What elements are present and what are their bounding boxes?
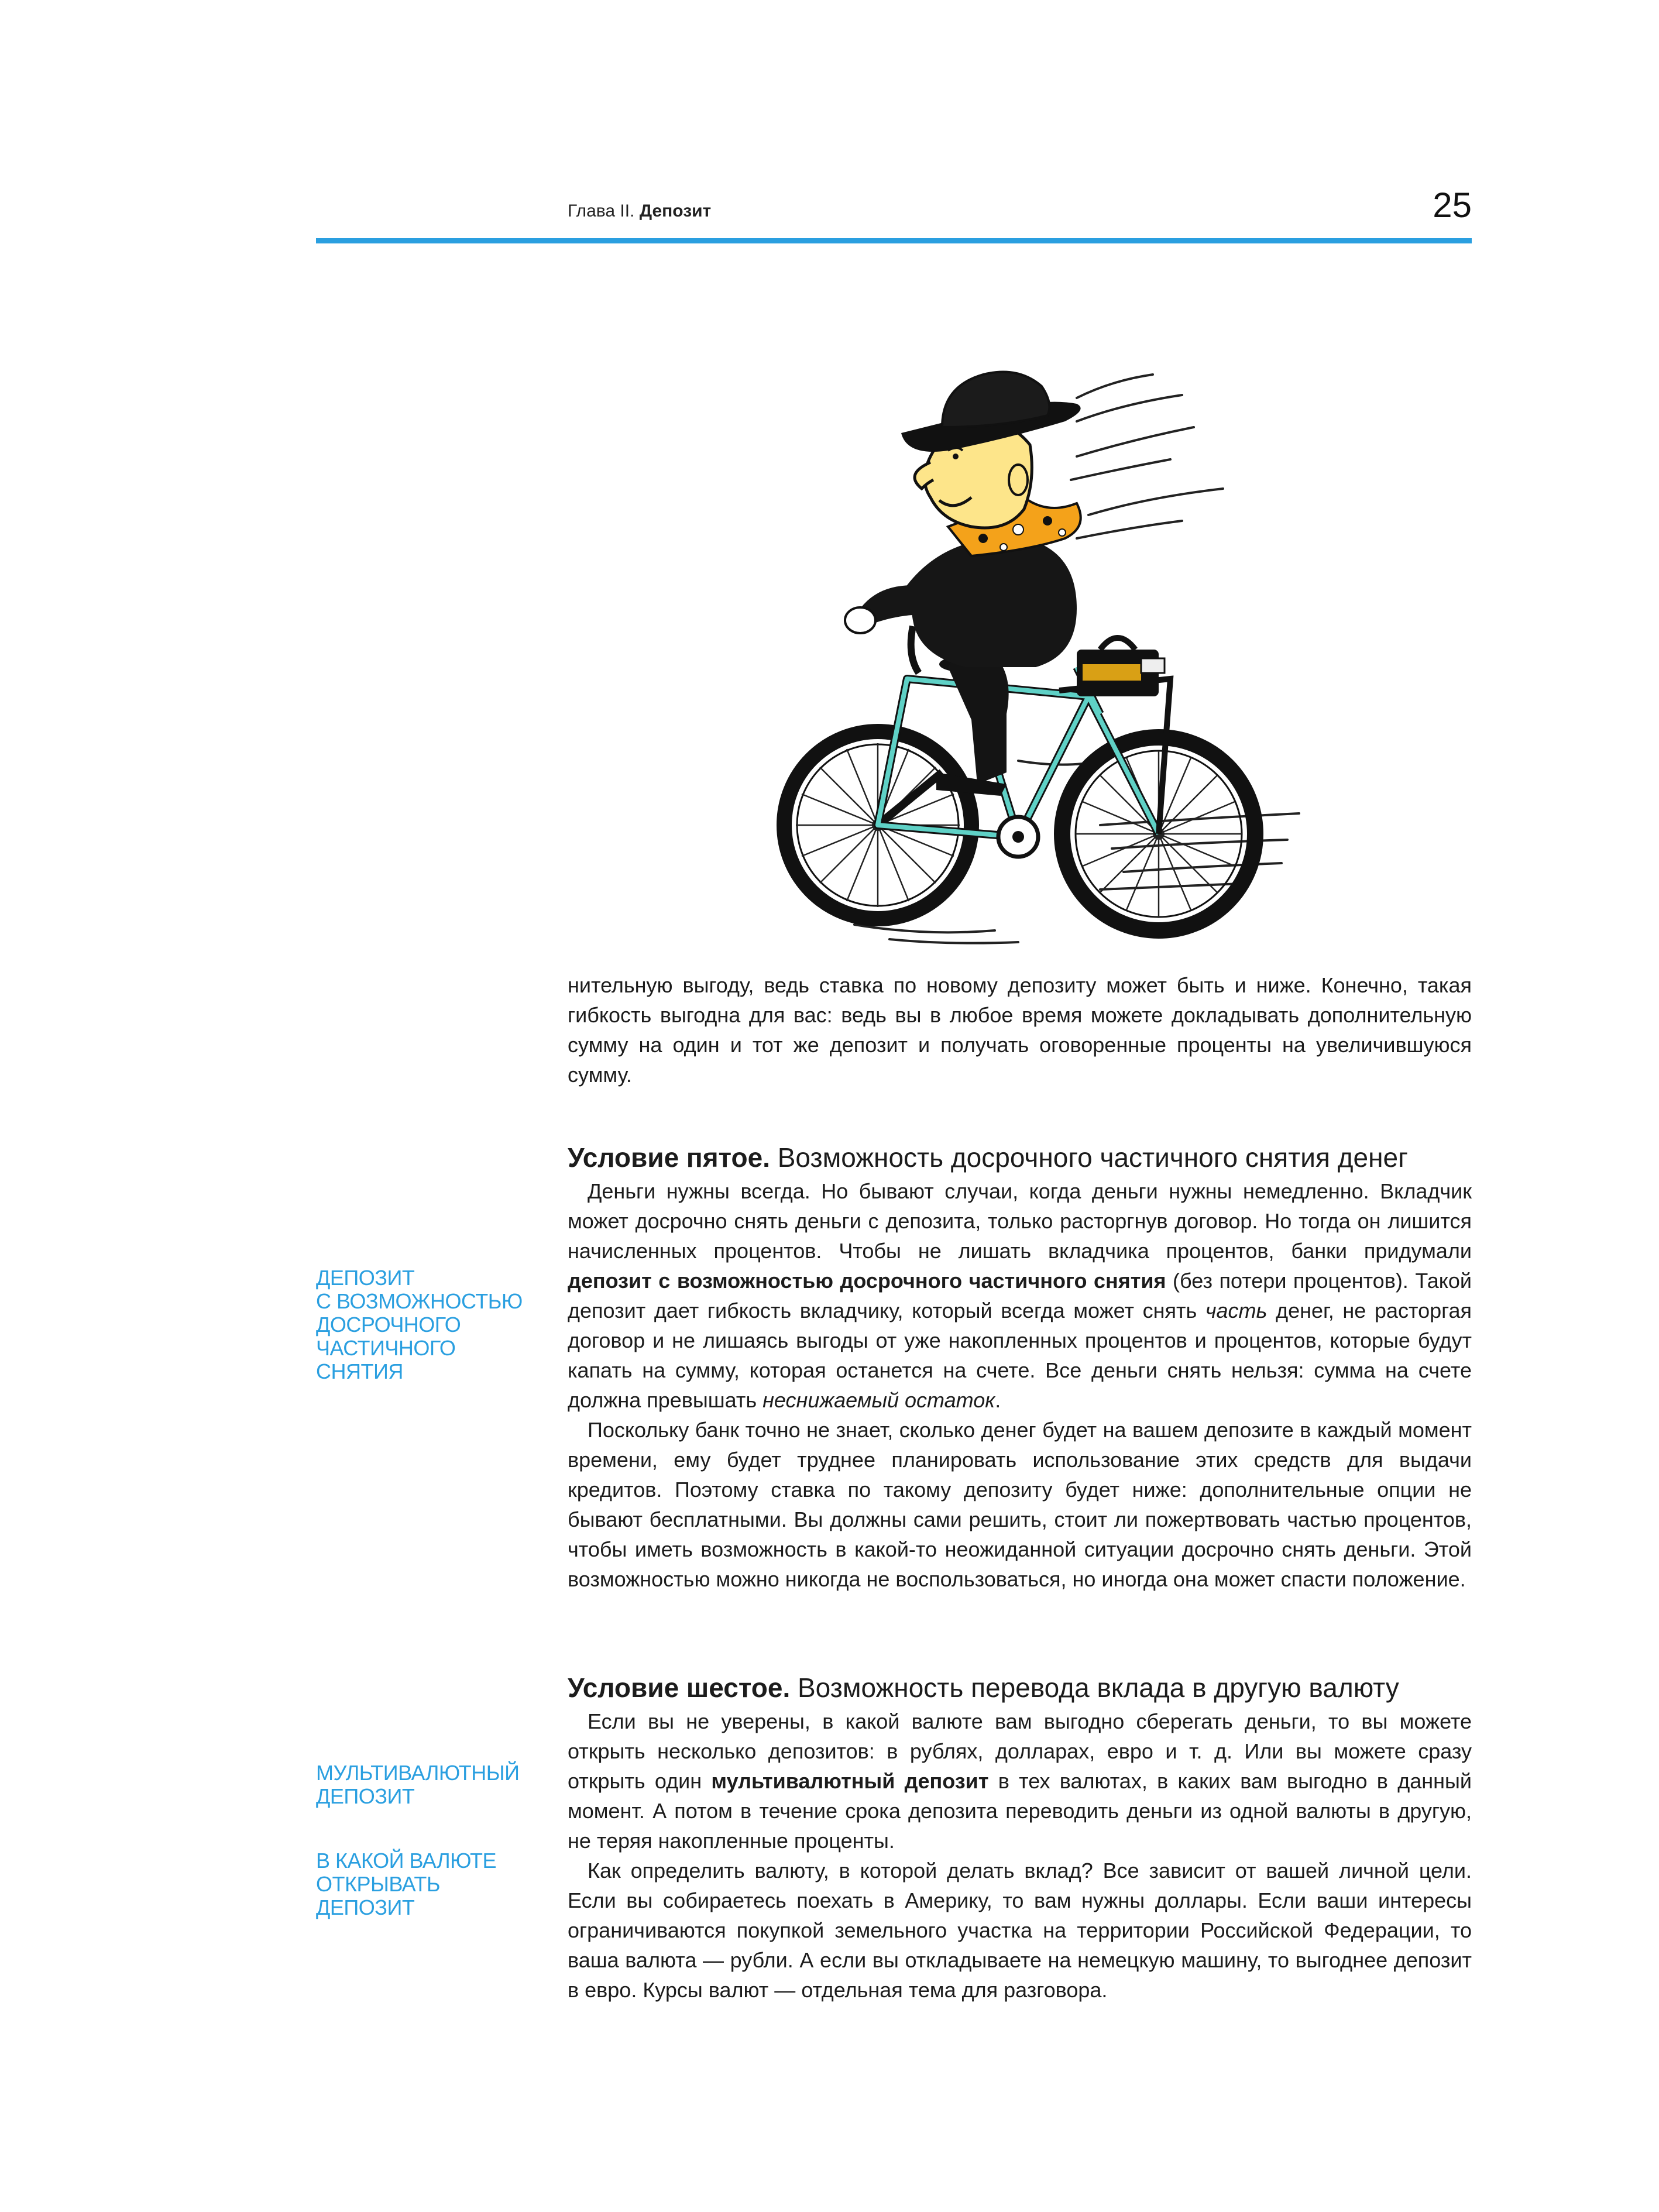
text-run: в тех валютах, в каких вам выгодно в данный момент. А потом в течение срока депозита переводить деньги из одной валюты в другую, не теряя накопленные проценты.: [568, 1769, 1472, 1853]
section6-body: [568, 1706, 1472, 2005]
margin-note-line: МУЛЬТИВАЛЮТНЫЙ: [316, 1761, 520, 1785]
section6-paragraph-2: Как определить валюту, в которой делать вклад? Все зависит от вашей личной цели. Если вы собираетесь поехать в Америку, то вам нужны доллары. Если ваши интересы ограничиваются покупкой земельного участка на территории Российской Федерации, то ваша валюта — рубли. А если вы откладываете на немецкую машину, то выгоднее депозит в евро. Курсы валют — отдельная тема для разговора.: [568, 1859, 1472, 2002]
man-on-bicycle-illustration: [772, 363, 1323, 948]
chapter-name: Депозит: [639, 201, 712, 221]
section5-body: [568, 1176, 1472, 1594]
briefcase-icon: [1077, 638, 1165, 696]
margin-note-line: ДЕПОЗИТ: [316, 1895, 415, 1919]
margin-note-line: ДОСРОЧНОГО: [316, 1313, 461, 1337]
margin-note-line: СНЯТИЯ: [316, 1359, 403, 1383]
margin-note-line: С ВОЗМОЖНОСТЬЮ: [316, 1289, 523, 1313]
intro-text: нительную выгоду, ведь ставка по новому депозиту может быть и ниже. Конечно, такая гибкость выгодна для вас: ведь вы в любое время можете докладывать дополнительную сумму на один и тот же депозит и получать оговоренные проценты на увеличившуюся сумму.: [568, 973, 1472, 1087]
section6-title: [568, 1671, 1486, 1704]
margin-note-partial-withdrawal: [316, 1266, 538, 1383]
section6-title-bold: Условие шестое.: [568, 1672, 791, 1703]
section5-title-rest: Возможность досрочного частичного снятия денег: [770, 1142, 1408, 1173]
text-run: денег, не расторгая договор и не лишаясь выгоды от уже накопленных процентов и процентов, которые будут капать на сумму, которая останется на счете. Все деньги снять нельзя: сумма на счете должна превышать: [568, 1299, 1472, 1412]
margin-note-multicurrency: [316, 1761, 538, 1808]
section6-title-rest: Возможность перевода вклада в другую валюту: [790, 1672, 1399, 1703]
text-run: Деньги нужны всегда. Но бывают случаи, когда деньги нужны немедленно. Вкладчик может досрочно снять деньги с депозита, только расторгнув договор. Но тогда он лишится начисленных процентов. Чтобы не лишать вкладчика процентов, банки придумали: [568, 1179, 1472, 1263]
margin-note-line: ДЕПОЗИТ: [316, 1266, 415, 1290]
section6-paragraph-1: [568, 1706, 1472, 1856]
hat-icon: [901, 372, 1081, 452]
term-bold: мультивалютный депозит: [711, 1769, 989, 1793]
section5-title: [568, 1141, 1486, 1174]
margin-note-line: В КАКОЙ ВАЛЮТЕ: [316, 1849, 497, 1873]
term-italic: часть: [1205, 1299, 1268, 1323]
section5-paragraph-2: Поскольку банк точно не знает, сколько денег будет на вашем депозите в каждый момент времени, ему будет труднее планировать использование этих средств для выдачи кредитов. Поэтому ставка по такому депозиту будет ниже: дополнительные опции не бывают бесплатными. Вы должны сами решить, стоит ли пожертвовать частью процентов, чтобы иметь возможность в какой-то неожиданной ситуации досрочно снять деньги. Этой возможностью можно никогда не воспользоваться, но иногда она может спасти положение.: [568, 1418, 1472, 1591]
text-run: .: [995, 1388, 1001, 1412]
margin-note-line: ОТКРЫВАТЬ: [316, 1872, 440, 1896]
margin-note-line: ДЕПОЗИТ: [316, 1784, 415, 1808]
term-bold: депозит с возможностью досрочного частичного снятия: [568, 1269, 1166, 1293]
section5-title-bold: Условие пятое.: [568, 1142, 770, 1173]
page-header: [316, 176, 1472, 246]
chapter-prefix: Глава II.: [568, 201, 635, 221]
chapter-title: [568, 201, 711, 221]
text-run: (без потери процентов). Такой депозит дает гибкость вкладчику, который всегда может снять: [568, 1269, 1472, 1323]
header-rule: [316, 238, 1472, 243]
intro-paragraph: [568, 970, 1472, 1090]
text-run: Если вы не уверены, в какой валюте вам выгодно сберегать деньги, то вы можете открыть несколько депозитов: в рублях, долларах, евро и т. д. Или вы можете сразу открыть один: [568, 1709, 1472, 1793]
section5-paragraph-1: [568, 1176, 1472, 1415]
margin-note-line: ЧАСТИЧНОГО: [316, 1336, 456, 1360]
margin-note-which-currency: [316, 1849, 538, 1919]
term-italic: неснижаемый остаток: [762, 1388, 995, 1412]
page-number: 25: [1433, 186, 1472, 225]
